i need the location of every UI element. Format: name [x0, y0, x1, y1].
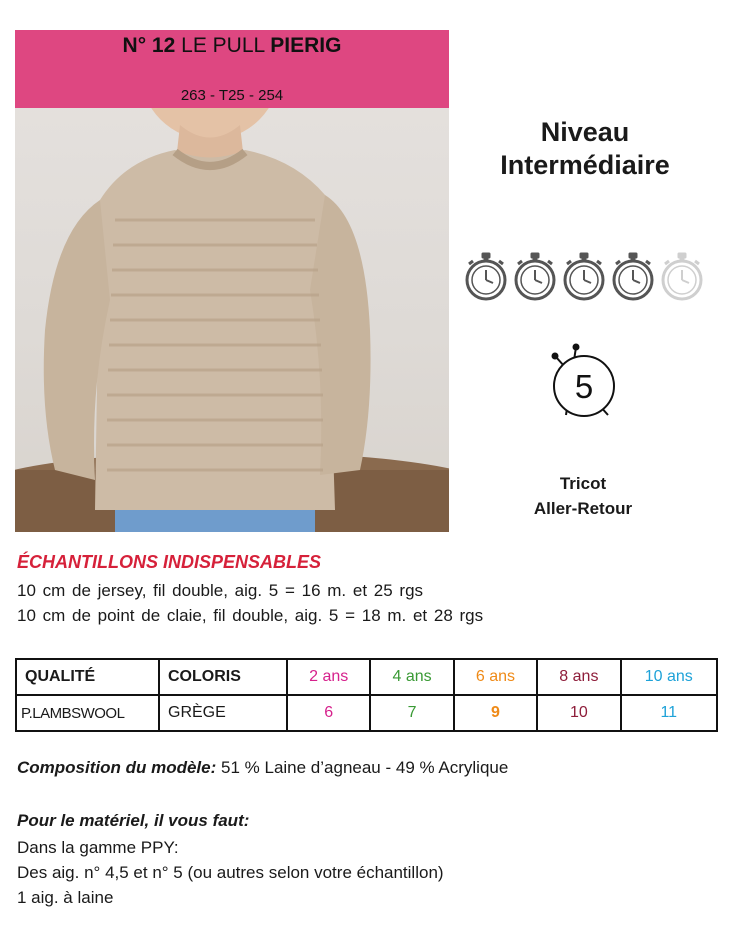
needle-size: 5: [574, 368, 594, 405]
title-banner: [15, 30, 449, 108]
quantity-cell: 6: [287, 695, 370, 731]
quantity-cell: 7: [370, 695, 453, 731]
stopwatch-icon-empty: [663, 253, 701, 299]
gauge-line: 10 cm de point de claie, fil double, aig. 5 = 18 m. et 28 rgs: [17, 606, 484, 625]
material-title: Pour le matériel, il vous faut:: [17, 811, 250, 830]
material-list: [17, 835, 444, 910]
gauge-lines: [17, 578, 483, 628]
quantity-cell: 10: [537, 695, 620, 731]
material-line: Des aig. n° 4,5 et n° 5 (ou autres selon votre échantillon): [17, 863, 444, 882]
gauge-title: ÉCHANTILLONS INDISPENSABLES: [17, 552, 322, 572]
difficulty-level: [470, 116, 700, 182]
quality-header: QUALITÉ: [16, 659, 159, 695]
quantity-cell: 11: [621, 695, 717, 731]
stopwatch-icon: [516, 253, 554, 299]
size-header: 6 ans: [454, 659, 537, 695]
size-header: 8 ans: [537, 659, 620, 695]
composition: [17, 758, 508, 778]
difficulty-rating: [464, 252, 708, 302]
pattern-title: N° 12 LE PULL PIERIG: [122, 34, 342, 57]
gauge-line: 10 cm de jersey, fil double, aig. 5 = 16 m. et 25 rgs: [17, 581, 424, 600]
color-cell: GRÈGE: [159, 695, 287, 731]
level-label: Niveau: [540, 117, 630, 147]
knitting-needles-icon: [546, 343, 618, 423]
material-line: 1 aig. à laine: [17, 888, 114, 907]
stopwatch-icon: [467, 253, 505, 299]
composition-label: Composition du modèle:: [17, 758, 217, 777]
level-value: Intermédiaire: [500, 150, 670, 180]
pattern-references: 263 - T25 - 254: [180, 87, 284, 104]
composition-value: 51 % Laine d’agneau - 49 % Acrylique: [221, 758, 509, 777]
knitting-technique: Tricot Aller-Retour: [533, 474, 633, 518]
table-header-row: [16, 659, 717, 695]
stopwatch-icon: [565, 253, 603, 299]
table-row: [16, 695, 717, 731]
quantity-cell: 9: [454, 695, 537, 731]
size-header: 2 ans: [287, 659, 370, 695]
size-header: 10 ans: [621, 659, 717, 695]
material-line: Dans la gamme PPY:: [17, 838, 179, 857]
size-header: 4 ans: [370, 659, 453, 695]
sweater-photo: [15, 30, 449, 532]
yarn-quantity-table: [15, 658, 718, 732]
quality-cell: P.LAMBSWOOL: [16, 695, 159, 731]
stopwatch-icon: [614, 253, 652, 299]
color-header: COLORIS: [159, 659, 287, 695]
